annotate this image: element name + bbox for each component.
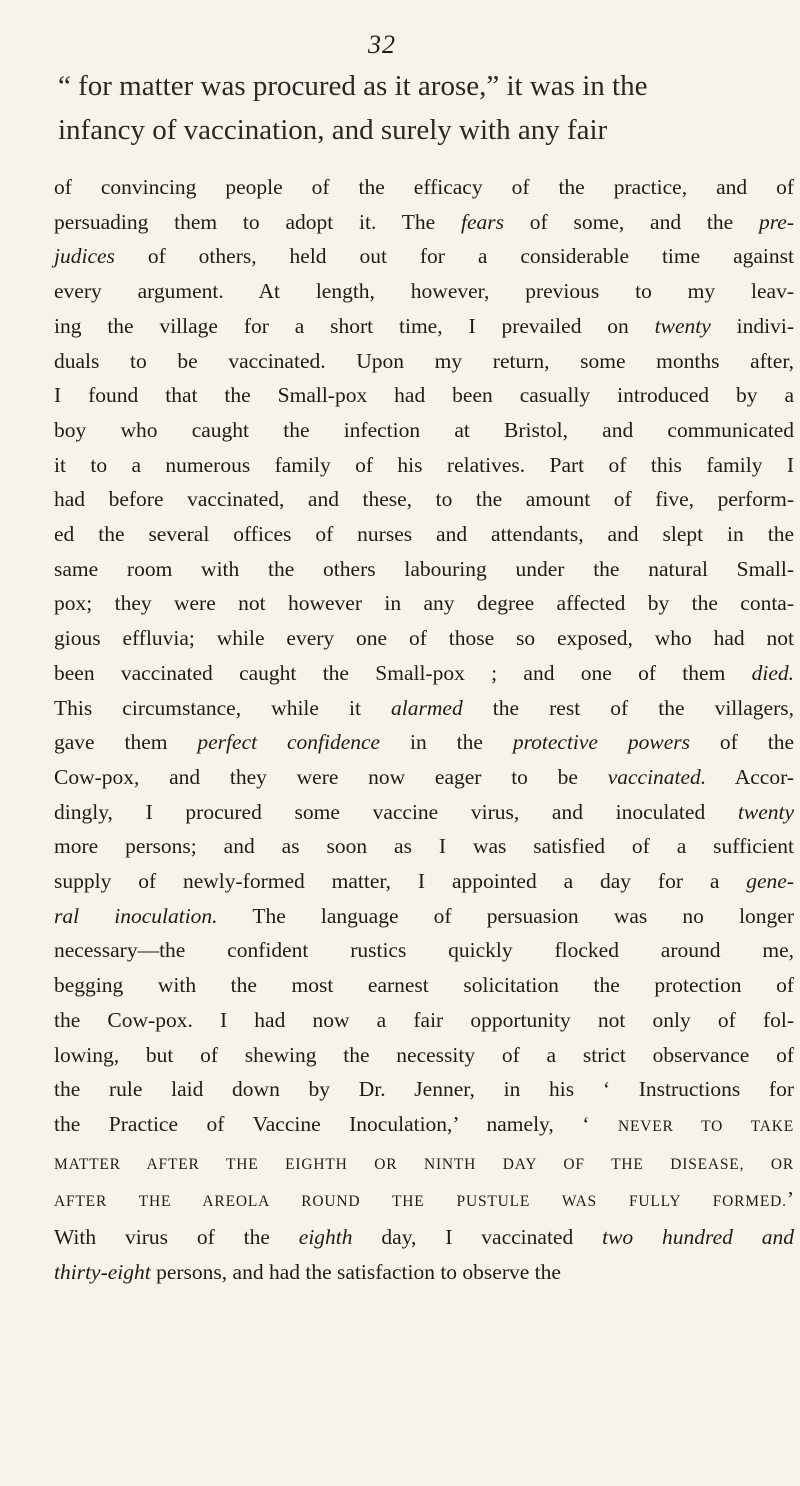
text-run: ed the several offices of nurses and attendants, and slept in the [54,522,794,547]
text-run: gave them [54,730,198,755]
text-line [54,968,794,1003]
text-line [54,795,794,830]
text-line [54,829,794,864]
italic-text: thirty-eight [54,1259,151,1284]
text-run: indivi- [710,313,794,338]
small-caps-text: MATTER AFTER THE EIGHTH OR NINTH DAY OF THE DISEASE, OR [54,1155,794,1173]
text-run: more persons; and as soon as I was satisfied of a sufficient [54,834,794,859]
text-run: of convincing people of the efficacy of the practice, and of [54,175,794,199]
text-line [54,1145,794,1183]
text-run: necessary—the confident rustics quickly flocked around me, [54,938,794,963]
italic-text: vaccinated. [607,764,707,789]
text-line [54,482,794,517]
text-run: it to a numerous family of his relatives. Part of this family I [54,452,794,477]
heading-text [58,64,798,152]
italic-text: perfect confidence [197,730,381,755]
text-run: been vaccinated caught the Small-pox ; and one of them [54,660,752,685]
text-run: supply of newly-formed matter, I appointed a day for a [54,869,747,894]
small-caps-text: NEVER TO TAKE [617,1117,794,1135]
italic-text: died. [751,660,794,685]
text-run: of the [690,730,794,755]
italic-text: ral inoculation. [54,903,218,928]
text-run: duals to be vaccinated. Upon my return, some months after, [54,348,794,373]
text-run: day, I vaccinated [352,1225,603,1250]
text-line [54,413,794,448]
text-line [54,1003,794,1038]
text-line [54,621,794,656]
text-run: the rule laid down by Dr. Jenner, in his ‘ Instructions for [54,1077,794,1102]
text-line [54,1038,794,1073]
text-run: persons, and had the satisfaction to observe the [150,1259,561,1284]
text-run: Accor- [706,764,794,789]
italic-text: two hundred and [602,1225,795,1250]
small-caps-text: AFTER THE AREOLA ROUND THE PUSTULE WAS FULLY FORMED. [54,1193,787,1211]
heading-line: infancy of vaccination, and surely with any fair [58,114,608,146]
text-run: of some, and the [503,209,759,234]
text-line [54,552,794,587]
text-run: of others, held out for a considerable time against [114,244,794,269]
italic-text: pre- [758,209,794,234]
heading-line: “ for matter was procured as it arose,” it was in the [58,70,648,102]
text-run: I found that the Small-pox had been casually introduced by a [54,383,794,408]
text-run: begging with the most earnest solicitation the protection of [54,973,794,998]
text-line [54,1220,794,1255]
text-line [54,309,794,344]
text-run: in the [380,730,513,755]
text-line [54,274,794,309]
text-run: the Practice of Vaccine Inoculation,’ namely, ‘ [54,1111,618,1136]
italic-text: gene- [746,869,794,894]
italic-text: fears [460,209,504,234]
text-run: persuading them to adopt it. The [54,209,461,234]
text-line [54,586,794,621]
italic-text: protective powers [512,730,690,755]
text-run: dingly, I procured some vaccine virus, and inoculated [54,799,738,824]
text-line [54,1072,794,1107]
text-line [54,933,794,968]
text-run: same room with the others labouring under the natural Small- [54,556,794,581]
text-line [54,448,794,483]
text-line [54,239,794,274]
italic-text: judices [54,244,115,269]
text-line [54,378,794,413]
text-run: the Cow-pox. I had now a fair opportunity not only of fol- [54,1007,794,1032]
text-run: had before vaccinated, and these, to the amount of five, perform- [54,487,794,512]
text-run: the rest of the villagers, [462,695,794,720]
text-run: every argument. At length, however, previous to my leav- [54,279,794,304]
page-number: 32 [368,30,396,59]
text-line [54,1182,794,1220]
text-line [54,656,794,691]
text-line [54,517,794,552]
text-run: With virus of the [54,1225,299,1250]
text-line [54,760,794,795]
text-run: gious effluvia; while every one of those so exposed, who had not [54,626,794,651]
text-line [54,1107,794,1145]
text-line [54,899,794,934]
text-run: Cow-pox, and they were now eager to be [54,764,608,789]
body-paragraph [54,170,794,1290]
italic-text: twenty [654,313,711,338]
text-line [54,864,794,899]
text-line [54,205,794,240]
text-run: lowing, but of shewing the necessity of a strict observance of [54,1042,794,1067]
text-line [54,725,794,760]
italic-text: alarmed [391,695,463,720]
text-line [54,691,794,726]
text-run: ’ [786,1187,794,1212]
text-run: This circumstance, while it [54,695,392,720]
text-run: The language of persuasion was no longer [217,903,794,928]
text-run: boy who caught the infection at Bristol, and communicated [54,417,794,442]
italic-text: twenty [737,799,794,824]
text-line [54,170,794,205]
text-line [54,1255,794,1290]
text-run: ing the village for a short time, I prevailed on [54,313,655,338]
text-line [54,344,794,379]
italic-text: eighth [298,1225,353,1250]
text-run: pox; they were not however in any degree affected by the conta- [54,591,794,616]
